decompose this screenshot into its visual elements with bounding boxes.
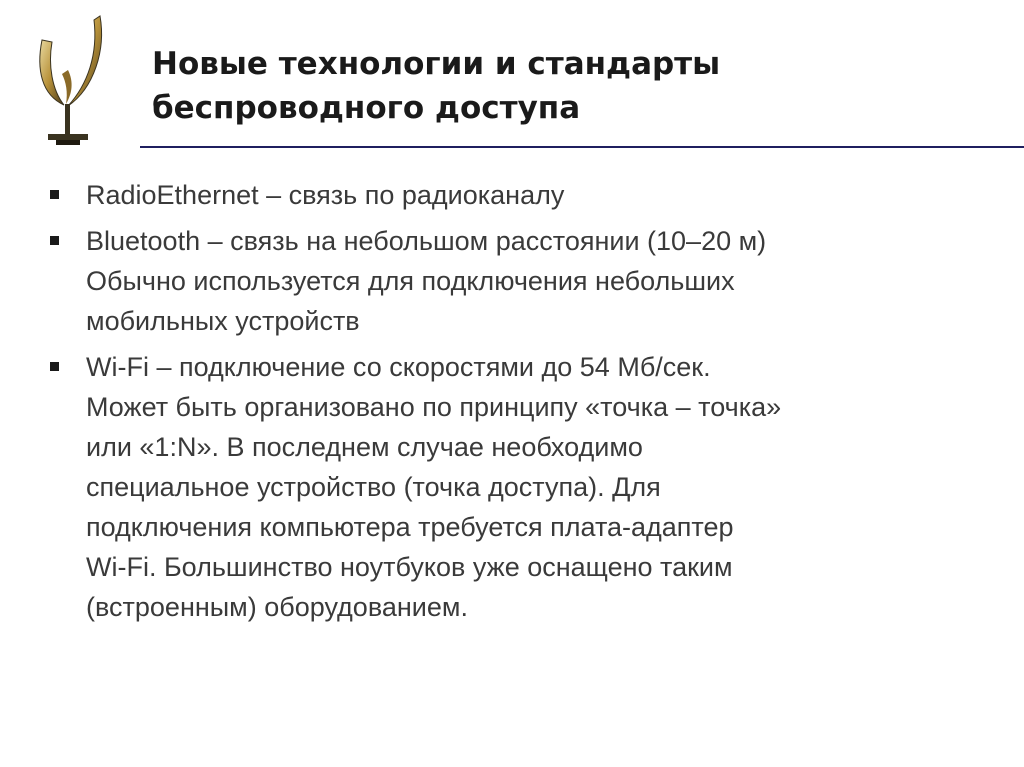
- bullet-item: [50, 221, 990, 341]
- slide-title: [152, 42, 972, 130]
- bullet-text-line: Может быть организовано по принципу «точка – точка»: [86, 392, 782, 422]
- bullet-text-line: или «1:N». В последнем случае необходимо: [86, 432, 643, 462]
- bullet-text-line: мобильных устройств: [86, 306, 360, 336]
- square-bullet-icon: [50, 362, 59, 371]
- bullet-text-line: RadioEthernet – связь по радиоканалу: [86, 180, 565, 210]
- bullet-text-line: Обычно используется для подключения небольших: [86, 266, 735, 296]
- square-bullet-icon: [50, 236, 59, 245]
- bullet-item: [50, 347, 990, 627]
- bullet-text-line: подключения компьютера требуется плата-адаптер: [86, 512, 734, 542]
- bullet-list: [50, 175, 990, 633]
- bullet-text-line: (встроенным) оборудованием.: [86, 592, 468, 622]
- bullet-text-line: Bluetooth – связь на небольшом расстоянии (10–20 м): [86, 226, 767, 256]
- title-divider: [140, 146, 1024, 148]
- bullet-item: [50, 175, 990, 215]
- bullet-text-line: Wi-Fi. Большинство ноутбуков уже оснащено таким: [86, 552, 733, 582]
- slide-title-line: Новые технологии и стандарты: [152, 46, 721, 82]
- slide-title-line: беспроводного доступа: [152, 90, 581, 126]
- square-bullet-icon: [50, 190, 59, 199]
- crescent-stand-logo-icon: [28, 10, 118, 150]
- bullet-text-line: Wi-Fi – подключение со скоростями до 54 Мб/сек.: [86, 352, 711, 382]
- bullet-text-line: специальное устройство (точка доступа). Для: [86, 472, 661, 502]
